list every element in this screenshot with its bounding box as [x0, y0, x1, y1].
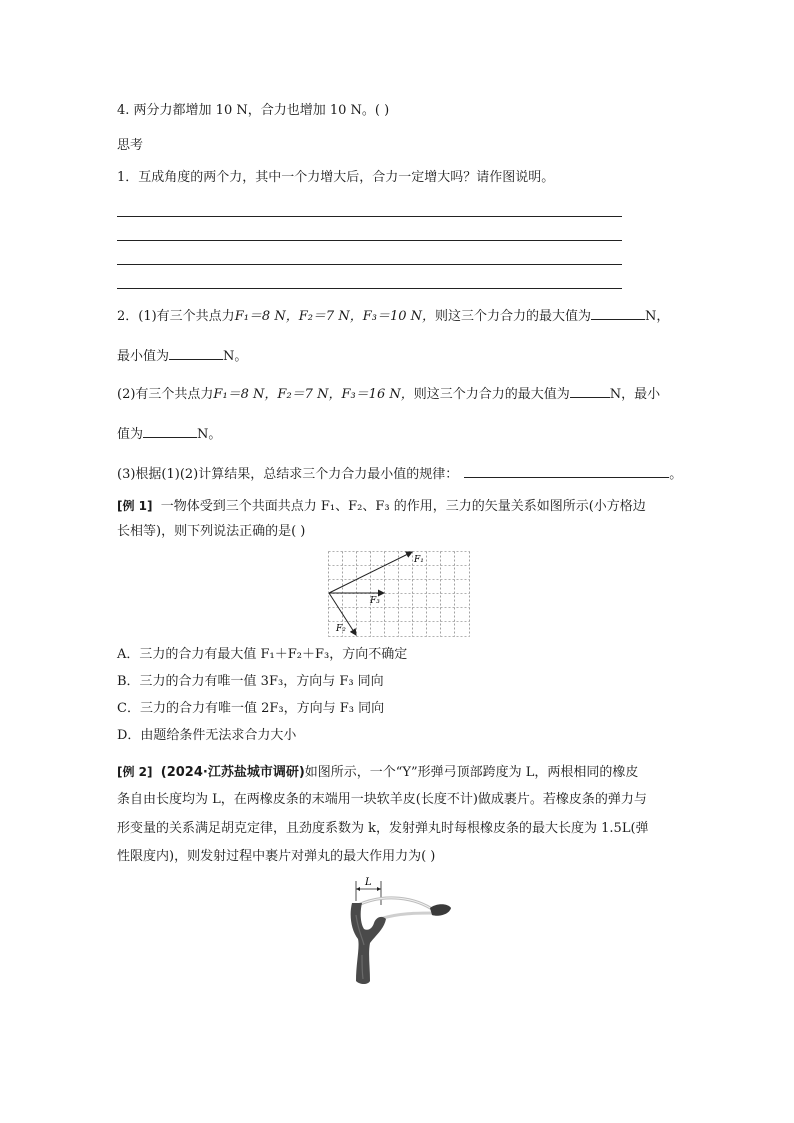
think-question-2-part-1-min: 最小值为 N。 [117, 345, 247, 366]
answer-line-4[interactable] [117, 288, 622, 289]
think-question-2-part-2-min: 值为 N。 [117, 423, 221, 444]
example-1-stem-line-2: 长相等)，则下列说法正确的是( ) [117, 524, 306, 539]
option-b[interactable]: B．三力的合力有唯一值 3F₃，方向与 F₃ 同向 [117, 674, 384, 689]
force-f1-arrow [329, 552, 412, 593]
f3-label: F₃ [370, 596, 380, 606]
option-a[interactable]: A．三力的合力有最大值 F₁＋F₂＋F₃，方向不确定 [117, 647, 408, 662]
max-value-blank-2[interactable] [570, 383, 610, 398]
question-4 [117, 102, 389, 120]
min-value-blank-2[interactable] [143, 423, 197, 438]
option-c[interactable]: C．三力的合力有唯一值 2F₃，方向与 F₃ 同向 [117, 701, 385, 716]
example-1-tag: [例 1] [117, 499, 153, 513]
example-2-stem-line-3: 形变量的关系满足胡克定律，且劲度系数为 k，发射弹丸时每根橡皮条的最大长度为 1.5L(弹 [117, 821, 649, 836]
think-question-2-part-1: 2．(1)有三个共点力F₁＝8 N，F₂＝7 N，F₃＝10 N，则这三个力合力的最大值为 N， [117, 305, 669, 326]
think-question-2-part-3: (3)根据(1)(2)计算结果，总结求三个力合力最小值的规律： 。 [117, 463, 682, 484]
question-4-text: 4. 两分力都增加 10 N，合力也增加 10 N。( ) [117, 103, 390, 118]
think-heading: 思考 [117, 138, 144, 153]
example-2-stem-line-2: 条自由长度均为 L，在两橡皮条的末端用一块软羊皮(长度不计)做成裹片。若橡皮条的弹力与 [117, 792, 647, 807]
answer-line-3[interactable] [117, 264, 622, 265]
think-question-2-part-2: (2)有三个共点力F₁＝8 N，F₂＝7 N，F₃＝16 N，则这三个力合力的最大值为 N，最小 [117, 383, 660, 404]
leather-pouch [430, 904, 451, 915]
example-2-source: (2024·江苏盐城市调研) [160, 765, 305, 780]
example-2-tag: [例 2] [117, 765, 153, 779]
force-vector-grid-figure [328, 551, 470, 637]
rule-blank[interactable] [464, 463, 669, 478]
max-value-blank-1[interactable] [591, 305, 645, 320]
example-1-stem-line-1: [例 1] 一物体受到三个共面共点力 F₁、F₂、F₃ 的作用，三力的矢量关系如图所示(小方格边 [117, 499, 646, 514]
option-d[interactable]: D．由题给条件无法求合力大小 [117, 728, 297, 743]
answer-line-2[interactable] [117, 240, 622, 241]
min-value-blank-1[interactable] [169, 345, 223, 360]
slingshot-figure [340, 875, 458, 987]
f1-label: F₁ [414, 555, 424, 565]
answer-line-1[interactable] [117, 216, 622, 217]
rubber-band-lower [380, 913, 435, 919]
think-question-1: 1．互成角度的两个力，其中一个力增大后，合力一定增大吗？请作图说明。 [117, 170, 555, 185]
example-2-stem-line-1: [例 2] (2024·江苏盐城市调研)如图所示，一个“Y”形弹弓顶部跨度为 L，两根相同的橡皮 [117, 765, 639, 780]
grid-lines [329, 552, 470, 637]
example-2-stem-line-4: 性限度内)，则发射过程中裹片对弹丸的最大作用力为( ) [117, 849, 436, 864]
f2-label: F₂ [336, 624, 346, 634]
dimension-l-label: L [365, 877, 372, 888]
